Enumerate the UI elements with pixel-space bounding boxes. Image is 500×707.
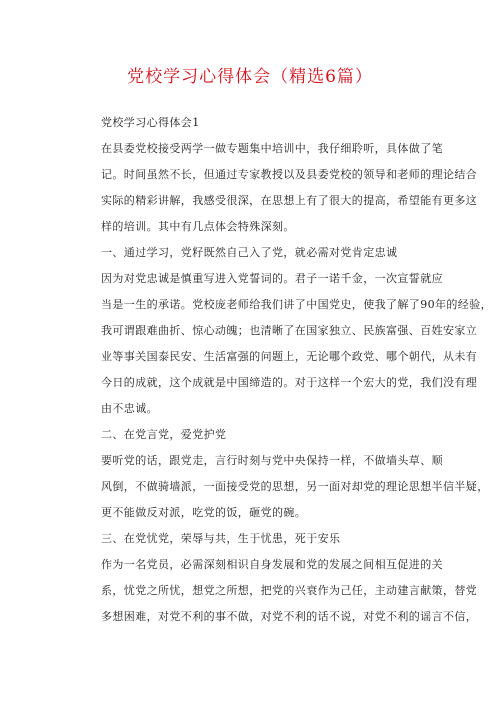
section-heading-1: 一、通过学习，党籽既然自己入了党，就必需对党肯定忠诚 (101, 246, 398, 259)
text-line: 当是一生的承诺。党校庞老师给我们讲了中国党史，使我了解了90年的经验， (101, 298, 492, 311)
text-line: 样的培训。其中有几点体会特殊深刻。 (101, 220, 295, 233)
text-line: 今日的成就，这个成就是中国缔造的。对于这样一个宏大的党，我们没有理 (101, 376, 478, 389)
section-heading-2: 二、在党言党，爱党护党 (101, 428, 227, 441)
text-line: 更不能做反对派，吃党的饭，砸党的碗。 (101, 506, 307, 519)
text-line: 作为一名党员，必需深刻相识自身发展和党的发展之间相互促进的关 (101, 558, 443, 571)
text-line: 在县委党校接受两学一做专题集中培训中，我仔细聆听，具体做了笔 (101, 142, 443, 155)
text-line: 要听党的话，跟党走，言行时刻与党中央保持一样，不做墙头草、顺 (101, 454, 443, 467)
paragraph-concern (79, 552, 478, 630)
text-line: 因为对党忠诚是慎重写进入党誓词的。君子一诺千金，一次宣誓就应 (101, 272, 443, 285)
text-line: 系，忧党之所忧，想党之所想，把党的兴衰作为己任，主动建言献策，替党 (101, 584, 478, 597)
section-heading-3: 三、在党忧党，荣辱与共，生于忧患，死于安乐 (101, 532, 341, 545)
paragraph-intro (79, 136, 478, 240)
text-line: 实际的精彩讲解，我感受很深，在思想上有了很大的提高，希望能有更多这 (101, 194, 478, 207)
text-line: 我可谓跟难曲折、惊心动魄；也清晰了在国家独立、民族富强、百姓安家立 (101, 324, 478, 337)
text-line: 记。时间虽然不长，但通过专家教授以及县委党校的领导和老师的理论结合 (101, 168, 478, 181)
paragraph-love-party (79, 448, 489, 526)
document-body (79, 110, 492, 630)
text-line: 多想困难，对党不利的事不做，对党不利的话不说，对党不利的谣言不信， (101, 610, 478, 623)
text-line: 风倒，不做骑墙派，一面接受党的思想，另一面对却党的理论思想半信半疑， (101, 480, 489, 493)
text-line: 由不忠诚。 (101, 402, 158, 415)
section-subtitle: 党校学习心得体会1 (101, 116, 200, 129)
text-line: 业等事关国泰民安、生活富强的问题上，无论哪个政党、哪个朝代，从未有 (101, 350, 478, 363)
document-title: 党校学习心得体会（精选6篇） (127, 67, 373, 87)
paragraph-loyalty (79, 266, 492, 422)
